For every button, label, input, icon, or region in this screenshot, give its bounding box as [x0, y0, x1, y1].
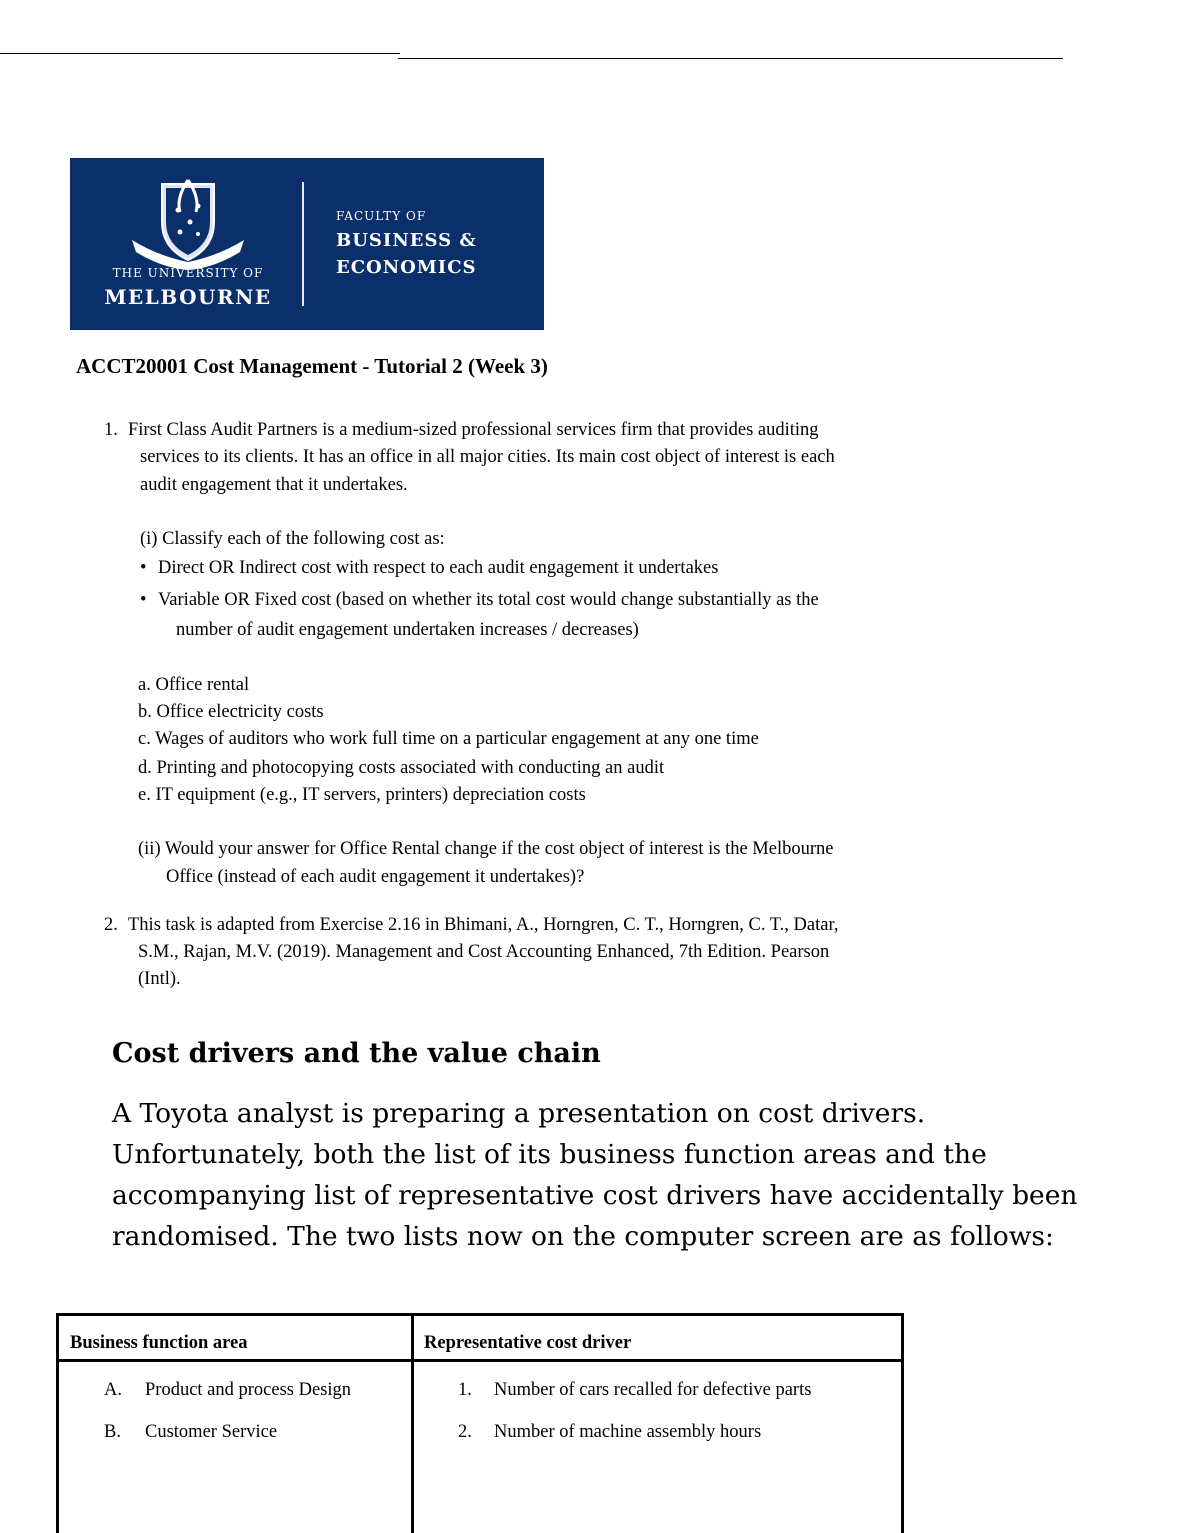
q1-part-ii-line2: Office (instead of each audit engagement it undertakes)? [166, 867, 585, 887]
bullet-icon: • [140, 558, 147, 578]
q1-number: 1. [104, 420, 118, 440]
logo-university-line1: THE UNIVERSITY OF [112, 266, 264, 280]
q1-bullet-2-line2: number of audit engagement undertaken increases / decreases) [176, 620, 639, 640]
q1-bullet-2-line1: Variable OR Fixed cost (based on whether its total cost would change substantially as the [158, 590, 819, 610]
logo-divider [302, 182, 304, 306]
table-header-border [56, 1359, 904, 1362]
row-2-number: 2. [458, 1422, 472, 1442]
paragraph-line-2: Unfortunately, both the list of its business function areas and the [112, 1139, 987, 1170]
q1-line-1: First Class Audit Partners is a medium-sized professional services firm that provides auditing [128, 420, 819, 440]
table-top-border [56, 1313, 904, 1316]
q1-line-3: audit engagement that it undertakes. [140, 475, 408, 495]
page-title: ACCT20001 Cost Management - Tutorial 2 (Week 3) [76, 354, 548, 378]
q1-item-a: a. Office rental [138, 675, 250, 695]
university-crest-icon [118, 178, 258, 274]
table-middle-border [411, 1313, 414, 1533]
table-header-area: Business function area [70, 1333, 248, 1353]
row-2-driver: Number of machine assembly hours [494, 1422, 762, 1442]
cost-driver-table [56, 1313, 904, 1533]
row-b-area: Customer Service [145, 1422, 278, 1442]
row-a-area: Product and process Design [145, 1380, 352, 1400]
q1-item-b: b. Office electricity costs [138, 702, 324, 722]
faculty-logo-banner [70, 158, 544, 330]
top-rule-right [398, 58, 1063, 59]
paragraph-line-4: randomised. The two lists now on the computer screen are as follows: [112, 1221, 1054, 1252]
q1-item-c: c. Wages of auditors who work full time on a particular engagement at any one time [138, 729, 759, 749]
row-a-letter: A. [104, 1380, 122, 1400]
q2-line-2: S.M., Rajan, M.V. (2019). Management and Cost Accounting Enhanced, 7th Edition. Pearson [138, 942, 830, 962]
q1-line-2: services to its clients. It has an office in all major cities. Its main cost object of interest is each [140, 447, 835, 467]
row-b-letter: B. [104, 1422, 121, 1442]
section-heading: Cost drivers and the value chain [112, 1038, 601, 1069]
logo-faculty-line1: FACULTY OF [336, 209, 427, 223]
q1-bullet-1: Direct OR Indirect cost with respect to each audit engagement it undertakes [158, 558, 719, 578]
logo-faculty-line3: ECONOMICS [336, 257, 477, 278]
table-right-border [901, 1313, 904, 1533]
logo-university-line2: MELBOURNE [104, 285, 272, 309]
table-left-border [56, 1313, 59, 1533]
q1-part-ii-line1: (ii) Would your answer for Office Rental change if the cost object of interest is the Melbourne [138, 839, 834, 859]
top-rule-left [0, 53, 400, 54]
row-1-driver: Number of cars recalled for defective parts [494, 1380, 812, 1400]
bullet-icon: • [140, 590, 147, 610]
paragraph-line-3: accompanying list of representative cost drivers have accidentally been [112, 1180, 1078, 1211]
q1-item-e: e. IT equipment (e.g., IT servers, printers) depreciation costs [138, 785, 586, 805]
q2-line-1: This task is adapted from Exercise 2.16 in Bhimani, A., Horngren, C. T., Horngren, C. T., Datar, [128, 915, 839, 935]
section-paragraph [112, 1093, 1132, 1257]
q2-line-3: (Intl). [138, 969, 181, 989]
logo-faculty-line2: BUSINESS & [336, 230, 477, 251]
q1-part-i: (i) Classify each of the following cost as: [140, 529, 445, 549]
q2-number: 2. [104, 915, 118, 935]
row-1-number: 1. [458, 1380, 472, 1400]
paragraph-line-1: A Toyota analyst is preparing a presentation on cost drivers. [112, 1098, 926, 1129]
table-header-driver: Representative cost driver [424, 1333, 632, 1353]
q1-item-d: d. Printing and photocopying costs associated with conducting an audit [138, 758, 665, 778]
